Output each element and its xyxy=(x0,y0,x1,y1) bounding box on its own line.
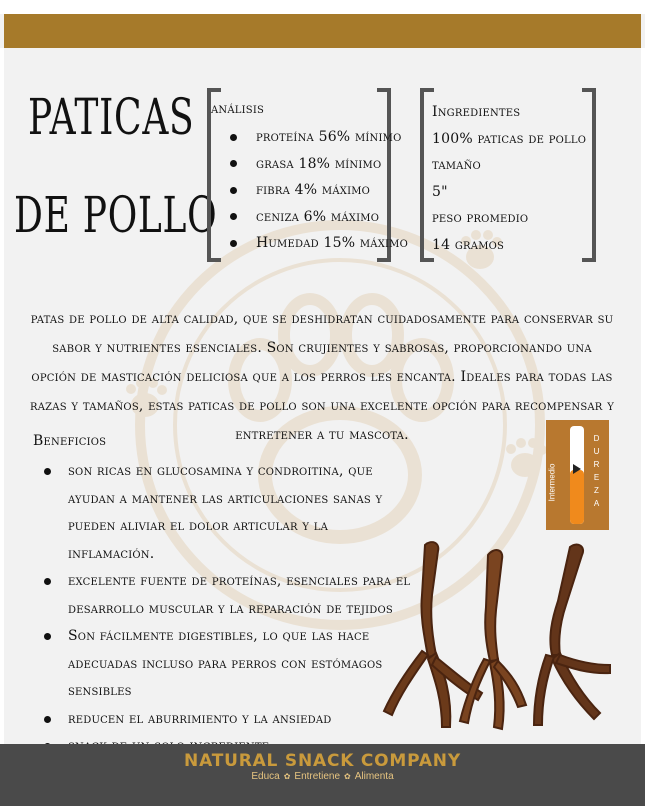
ingredients-heading: Ingredientes xyxy=(432,104,521,121)
analysis-list xyxy=(230,124,408,257)
hardness-letter: Z xyxy=(594,486,600,495)
bullet-icon xyxy=(44,468,51,475)
weight-value: 14 gramos xyxy=(432,236,505,253)
analysis-heading: análisis xyxy=(211,101,265,117)
list-item: reducen el aburrimiento y la ansiedad xyxy=(44,706,418,734)
hardness-letter: R xyxy=(593,460,601,469)
list-item: grasa 18% mínimo xyxy=(230,151,408,178)
list-item: proteína 56% mínimo xyxy=(230,124,408,151)
top-margin xyxy=(0,0,645,14)
ingredients-value: 100% paticas de pollo xyxy=(432,130,587,147)
right-edge xyxy=(641,48,645,744)
bullet-icon xyxy=(230,213,237,220)
ingredients-block xyxy=(432,99,586,258)
size-label: tamaño xyxy=(432,157,481,174)
bullet-icon xyxy=(230,134,237,141)
brand-name: NATURAL SNACK COMPANY xyxy=(184,751,461,771)
tagline-alimenta: Alimenta xyxy=(354,771,394,782)
paw-icon: ✿ xyxy=(344,772,351,781)
hardness-level: Intermedio xyxy=(547,463,557,502)
benefits-heading: Beneficios xyxy=(33,433,107,449)
list-item: ceniza 6% máximo xyxy=(230,204,408,231)
tagline-educa: Educa xyxy=(251,771,280,782)
benefits-list xyxy=(44,458,418,761)
hardness-letter: A xyxy=(593,499,601,508)
brand-tagline xyxy=(0,771,645,782)
weight-label: peso promedio xyxy=(432,210,529,227)
list-item: Humedad 15% máximo xyxy=(230,230,408,257)
hardness-gauge xyxy=(546,420,609,530)
list-item: Son fácilmente digestibles, lo que las hace adecuadas incluso para perros con estómagos sensibles xyxy=(44,623,418,706)
left-edge xyxy=(0,48,4,744)
hardness-fill xyxy=(570,470,584,524)
product-title-line2: DE POLLO xyxy=(14,186,218,244)
product-description: patas de pollo de alta calidad, que se deshidratan cuidadosamente para conservar su sabor y nutrientes esenciales. Son crujientes y sabrosas, proporcionando una opción de masticación deliciosa que a los perros les encanta. Ideales para todas las razas y tamaños, estas paticas de pollo son una excelente opción para recompensar y entretener a tu mascota. xyxy=(30,311,614,443)
bullet-icon xyxy=(44,633,51,640)
hardness-letter: E xyxy=(593,473,601,482)
list-item: fibra 4% máximo xyxy=(230,177,408,204)
bullet-icon xyxy=(44,578,51,585)
list-item: excelente fuente de proteínas, esenciales para el desarrollo muscular y la reparación de tejidos xyxy=(44,568,418,623)
bullet-icon xyxy=(230,160,237,167)
chicken-feet-photo xyxy=(370,535,630,740)
hardness-letter: D xyxy=(593,434,601,443)
bullet-icon xyxy=(230,240,237,247)
bullet-icon xyxy=(44,716,51,723)
tagline-entretiene: Entretiene xyxy=(294,771,341,782)
hardness-letter: U xyxy=(593,447,601,456)
paw-icon: ✿ xyxy=(283,772,291,781)
hardness-label xyxy=(591,432,603,510)
hardness-pointer-icon xyxy=(573,464,581,474)
hardness-track xyxy=(570,426,584,524)
bullet-icon xyxy=(230,187,237,194)
size-value: 5" xyxy=(432,183,448,200)
product-title-line1: PATICAS xyxy=(28,88,195,146)
header-accent-bar xyxy=(4,14,641,48)
list-item: son ricas en glucosamina y condroitina, que ayudan a mantener las articulaciones sanas y pueden aliviar el dolor articular y la inflamación. xyxy=(44,458,418,568)
